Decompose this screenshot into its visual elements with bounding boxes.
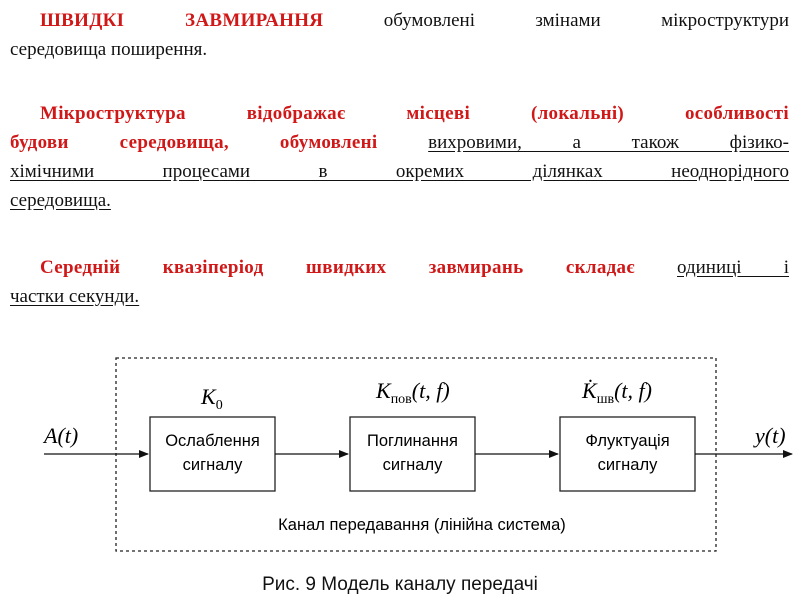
- underlined-text: вихровими, а також фізико-: [428, 132, 790, 153]
- coef-k0: $K_0$: [201, 384, 223, 413]
- coef-kpov: $K_{пов}(t$, f): [376, 378, 450, 407]
- block-fluctuation: [560, 417, 695, 491]
- block-label-top: Поглинання: [367, 432, 458, 450]
- paragraph-line: середовища поширення.: [10, 39, 208, 60]
- block-label-bottom: сигналу: [597, 456, 658, 474]
- block-absorption: [350, 417, 475, 491]
- paragraph-line: Мікроструктура відображає місцеві (локальні) особливості: [40, 103, 789, 124]
- block-label-top: Ослаблення: [165, 432, 260, 450]
- text-run: обумовлені змінами мікроструктури: [323, 10, 789, 31]
- paragraph-line: хімічними процесами в окремих ділянках неоднорідного: [10, 161, 789, 182]
- bold-term: ШВИДКІ ЗАВМИРАННЯ: [40, 10, 324, 31]
- block-label-bottom: сигналу: [182, 456, 243, 474]
- block-attenuation: [150, 417, 275, 491]
- paragraph-line: частки секунди.: [10, 286, 140, 307]
- channel-label: Канал передавання (лінійна система): [278, 516, 566, 534]
- bold-term: будови середовища, обумовлені: [10, 132, 378, 153]
- input-label: A(t): [44, 423, 79, 448]
- coef-ksv: $K̇_{шв}(t$, f): [582, 378, 652, 407]
- paragraph-line: середовища.: [10, 190, 111, 211]
- block-label-top: Флуктуація: [585, 432, 670, 450]
- underlined-text: одиниці і: [677, 257, 789, 278]
- block-label-bottom: сигналу: [382, 456, 443, 474]
- bold-term: Середній квазіперіод швидких завмирань складає: [40, 257, 635, 278]
- output-label: y(t): [755, 423, 786, 448]
- figure-caption: Рис. 9 Модель каналу передачі: [262, 574, 538, 595]
